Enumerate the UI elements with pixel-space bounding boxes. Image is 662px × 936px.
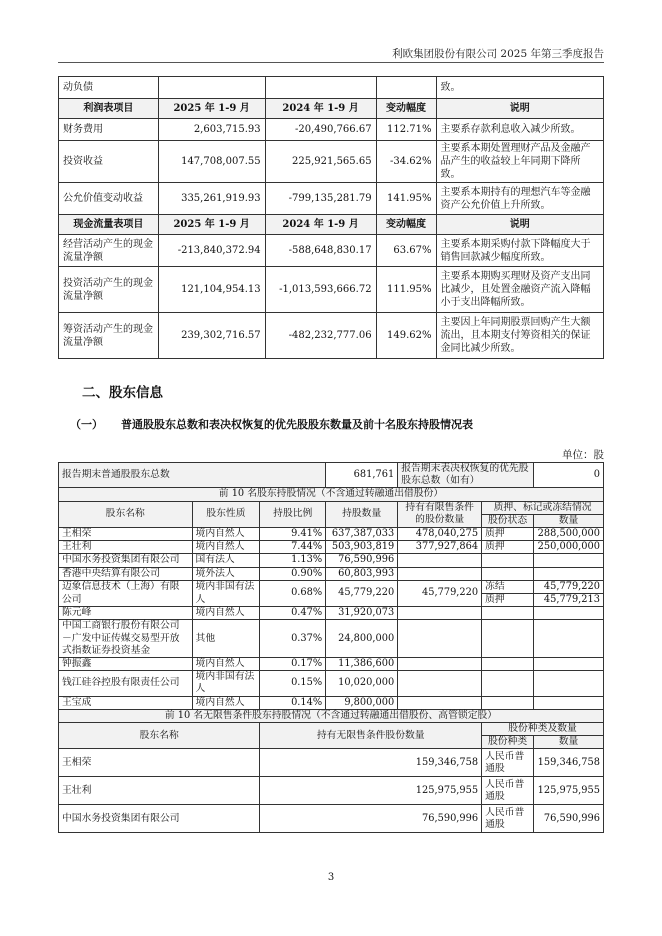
shareholder-restricted: 45,779,220: [398, 580, 482, 606]
cash-item: 经营活动产生的现金流量净额: [59, 235, 159, 267]
shareholder-qty: 503,903,819: [326, 541, 398, 554]
unrestricted-row: [59, 805, 604, 833]
subsection-text: 普通股股东总数和表决权恢复的优先股股东数量及前十名股东持股情况表: [121, 418, 473, 431]
unrestricted-name: 中国水务投资集团有限公司: [59, 805, 260, 833]
cash-item: 投资活动产生的现金流量净额: [59, 267, 159, 313]
shareholder-qty: 9,800,000: [326, 696, 398, 709]
profit-note: 主要系本期处置理财产品及金融产品产生的收益较上年同期下降所致。: [436, 141, 603, 183]
shareholder-nature: 境内非国有法人: [192, 671, 260, 696]
profit-header-3: 变动幅度: [376, 99, 436, 119]
shareholder-qty: 31,920,073: [326, 607, 398, 620]
shareholder-qty: 76,590,996: [326, 554, 398, 567]
shareholder-ratio: 0.90%: [260, 567, 326, 580]
profit-current: 335,261,919.93: [158, 183, 265, 215]
cash-note: 主要系本期采购付款下降幅度大于销售回款减少幅度所致。: [436, 235, 603, 267]
shareholder-restricted: [398, 620, 482, 658]
shareholder-nature: 境内自然人: [192, 696, 260, 709]
shareholder-nature: 境内自然人: [192, 528, 260, 541]
pledge-status: [482, 696, 534, 709]
col-type: 股份种类: [482, 736, 534, 749]
shareholder-qty: 45,779,220: [326, 580, 398, 606]
shareholder-row: [59, 658, 604, 671]
shareholder-name: 钟振鑫: [59, 658, 193, 671]
profit-previous: 225,921,565.65: [265, 141, 376, 183]
shareholder-name: 中国工商银行股份有限公司－广发中证传媒交易型开放式指数证券投资基金: [59, 620, 193, 658]
total-label: 报告期末普通股股东总数: [59, 463, 326, 488]
shareholder-qty: 11,386,600: [326, 658, 398, 671]
profit-header-4: 说明: [436, 99, 603, 119]
pledge-status: [482, 567, 534, 580]
shareholder-ratio: 0.37%: [260, 620, 326, 658]
col-name: 股东名称: [59, 501, 193, 527]
cash-current: 121,104,954.13: [158, 267, 265, 313]
shareholder-ratio: 0.15%: [260, 671, 326, 696]
shareholder-ratio: 9.41%: [260, 528, 326, 541]
cash-change: 63.67%: [376, 235, 436, 267]
pledge-amount: [533, 607, 603, 620]
subsection-title: [70, 416, 473, 432]
shareholder-row: [59, 607, 604, 620]
unrestricted-qty: 76,590,996: [260, 805, 482, 833]
pledge-amount: 45,779,220: [533, 580, 603, 593]
cash-change: 149.62%: [376, 313, 436, 359]
shareholder-row: [59, 580, 604, 593]
shareholder-nature: 其他: [192, 620, 260, 658]
shareholder-nature: 境内非国有法人: [192, 580, 260, 606]
profit-item: 投资收益: [59, 141, 159, 183]
subsection-number: （一）: [70, 418, 103, 431]
profit-item: 公允价值变动收益: [59, 183, 159, 215]
pledge-amount: [533, 554, 603, 567]
pledge-status: [482, 607, 534, 620]
col-pledge: 质押、标记或冻结情况: [482, 501, 604, 514]
cash-note: 主要系本期购买理财及资产支出同比减少，且处置金融资产流入降幅小于支出降幅所致。: [436, 267, 603, 313]
pledge-amount: [533, 671, 603, 696]
profit-change: -34.62%: [376, 141, 436, 183]
profit-header-0: 利润表项目: [59, 99, 159, 119]
col-status: 股份状态: [482, 514, 534, 527]
shareholder-nature: 境内自然人: [192, 658, 260, 671]
col-type-qty: 数量: [533, 736, 603, 749]
profit-change: 112.71%: [376, 119, 436, 141]
cash-item: 筹资活动产生的现金流量净额: [59, 313, 159, 359]
unrestricted-name: 王壮利: [59, 777, 260, 805]
cash-note: 主要因上年同期股票回购产生大额流出，且本期支付筹资相关的保证金同比减少所致。: [436, 313, 603, 359]
cash-current: 239,302,716.57: [158, 313, 265, 359]
shareholder-total-row: [59, 463, 604, 488]
profit-header-2: 2024 年 1-9 月: [265, 99, 376, 119]
profit-note: 主要系存款利息收入减少所致。: [436, 119, 603, 141]
pledge-amount: 250,000,000: [533, 541, 603, 554]
shareholder-row: [59, 567, 604, 580]
shareholder-ratio: 1.13%: [260, 554, 326, 567]
pledge-status: 质押: [482, 594, 534, 607]
shareholder-nature: 境外法人: [192, 567, 260, 580]
pledge-status: 质押: [482, 541, 534, 554]
col-unres-qty: 持有无限售条件股份数量: [260, 723, 482, 749]
share-type-qty: 125,975,955: [533, 777, 603, 805]
profit-row: [59, 119, 604, 141]
unrestricted-row: [59, 749, 604, 777]
top10-title: 前 10 名股东持股情况（不含通过转融通出借股份）: [59, 488, 604, 501]
report-header: 利欧集团股份有限公司 2025 年第三季度报告: [392, 48, 604, 60]
shareholder-row: [59, 696, 604, 709]
unrestricted-qty: 125,975,955: [260, 777, 482, 805]
cash-row: [59, 267, 604, 313]
cash-header-2: 2024 年 1-9 月: [265, 215, 376, 235]
balance-tail-note: 致。: [436, 77, 603, 99]
shareholder-row: [59, 541, 604, 554]
unrestricted-header-row: [59, 723, 604, 736]
unit-label: 单位：股: [562, 449, 604, 461]
shareholder-nature: 境内自然人: [192, 541, 260, 554]
profit-change: 141.95%: [376, 183, 436, 215]
shareholder-qty: 637,387,033: [326, 528, 398, 541]
shareholder-ratio: 0.17%: [260, 658, 326, 671]
pledge-amount: 288,500,000: [533, 528, 603, 541]
col-amount: 数量: [533, 514, 603, 527]
share-type: 人民币普通股: [482, 749, 534, 777]
pledge-amount: [533, 567, 603, 580]
financial-changes-table: [58, 76, 604, 359]
shareholder-restricted: 478,040,275: [398, 528, 482, 541]
pledge-amount: [533, 658, 603, 671]
shareholder-restricted: [398, 671, 482, 696]
profit-header-1: 2025 年 1-9 月: [158, 99, 265, 119]
shareholder-restricted: [398, 567, 482, 580]
cash-header-4: 说明: [436, 215, 603, 235]
shareholder-ratio: 0.47%: [260, 607, 326, 620]
pledge-status: [482, 658, 534, 671]
pledge-amount: [533, 620, 603, 658]
shareholder-restricted: [398, 554, 482, 567]
cash-row: [59, 235, 604, 267]
col-ratio: 持股比例: [260, 501, 326, 527]
share-type: 人民币普通股: [482, 805, 534, 833]
shareholder-name: 王壮利: [59, 541, 193, 554]
profit-current: 2,603,715.93: [158, 119, 265, 141]
pledge-status: 冻结: [482, 580, 534, 593]
balance-tail-item: 动负债: [59, 77, 159, 99]
col-unres-name: 股东名称: [59, 723, 260, 749]
cash-header-0: 现金流量表项目: [59, 215, 159, 235]
shareholder-restricted: [398, 607, 482, 620]
shareholder-name: 香港中央结算有限公司: [59, 567, 193, 580]
profit-row: [59, 141, 604, 183]
col-qty: 持股数量: [326, 501, 398, 527]
pledge-status: [482, 671, 534, 696]
shareholder-ratio: 0.68%: [260, 580, 326, 606]
shareholder-name: 中国水务投资集团有限公司: [59, 554, 193, 567]
cash-row: [59, 313, 604, 359]
shareholder-restricted: [398, 696, 482, 709]
unrestricted-row: [59, 777, 604, 805]
shareholder-table: [58, 462, 604, 833]
shareholder-nature: 境内自然人: [192, 607, 260, 620]
pref-value: 0: [533, 463, 603, 488]
unrestricted-title: 前 10 名无限售条件股东持股情况（不含通过转融通出借股份、高管锁定股）: [59, 709, 604, 722]
shareholder-qty: 10,020,000: [326, 671, 398, 696]
profit-previous: -20,490,766.67: [265, 119, 376, 141]
profit-current: 147,708,007.55: [158, 141, 265, 183]
profit-note: 主要系本期持有的理想汽车等金融资产公允价值上升所致。: [436, 183, 603, 215]
profit-row: [59, 183, 604, 215]
pref-label: 报告期末表决权恢复的优先股股东总数（如有）: [398, 463, 534, 488]
shareholder-row: [59, 528, 604, 541]
profit-previous: -799,135,281.79: [265, 183, 376, 215]
page-number: 3: [327, 872, 335, 883]
shareholder-ratio: 7.44%: [260, 541, 326, 554]
unrestricted-name: 王相荣: [59, 749, 260, 777]
profit-header-row: [59, 99, 604, 119]
col-nature: 股东性质: [192, 501, 260, 527]
pledge-amount: [533, 696, 603, 709]
pledge-status: [482, 620, 534, 658]
pledge-status: [482, 554, 534, 567]
unrestricted-title-row: [59, 709, 604, 722]
shareholder-row: [59, 620, 604, 658]
shareholder-name: 陈元峰: [59, 607, 193, 620]
share-type: 人民币普通股: [482, 777, 534, 805]
unrestricted-qty: 159,346,758: [260, 749, 482, 777]
top10-title-row: [59, 488, 604, 501]
cash-header-row: [59, 215, 604, 235]
cash-current: -213,840,372.94: [158, 235, 265, 267]
shareholder-qty: 24,800,000: [326, 620, 398, 658]
cash-previous: -588,648,830.17: [265, 235, 376, 267]
balance-tail-row: [59, 77, 604, 99]
shareholder-name: 钱江硅谷控股有限责任公司: [59, 671, 193, 696]
section-title: 二、股东信息: [82, 385, 163, 401]
shareholder-row: [59, 671, 604, 696]
pledge-amount: 45,779,213: [533, 594, 603, 607]
shareholder-restricted: 377,927,864: [398, 541, 482, 554]
cash-header-3: 变动幅度: [376, 215, 436, 235]
shareholder-nature: 国有法人: [192, 554, 260, 567]
share-type-qty: 76,590,996: [533, 805, 603, 833]
shareholder-name: 迈象信息技术（上海）有限公司: [59, 580, 193, 606]
shareholder-name: 王相荣: [59, 528, 193, 541]
pledge-status: 质押: [482, 528, 534, 541]
shareholder-ratio: 0.14%: [260, 696, 326, 709]
shareholder-name: 王宝成: [59, 696, 193, 709]
col-restricted: 持有有限售条件的股份数量: [398, 501, 482, 527]
shareholder-qty: 60,803,993: [326, 567, 398, 580]
shareholder-row: [59, 554, 604, 567]
cash-header-1: 2025 年 1-9 月: [158, 215, 265, 235]
cash-previous: -482,232,777.06: [265, 313, 376, 359]
shareholder-restricted: [398, 658, 482, 671]
total-value: 681,761: [326, 463, 398, 488]
top10-header-row: [59, 501, 604, 514]
header-divider: [58, 62, 604, 63]
col-share-type: 股份种类及数量: [482, 723, 604, 736]
cash-change: 111.95%: [376, 267, 436, 313]
share-type-qty: 159,346,758: [533, 749, 603, 777]
cash-previous: -1,013,593,666.72: [265, 267, 376, 313]
profit-item: 财务费用: [59, 119, 159, 141]
